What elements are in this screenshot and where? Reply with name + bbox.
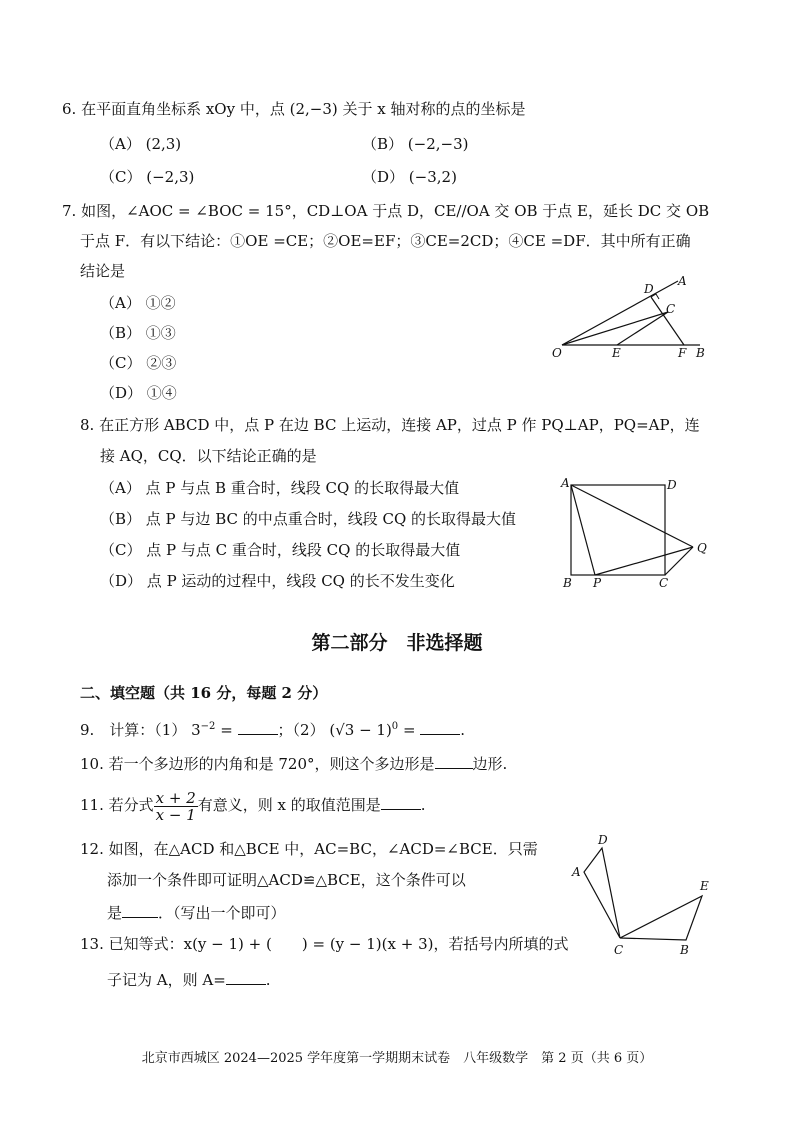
q9-blank-2[interactable]	[420, 718, 460, 735]
q12-label-a: A	[572, 865, 581, 879]
q8-label-c: C	[659, 576, 669, 590]
q7-line-oc	[562, 312, 668, 345]
q11-denominator: x − 1	[155, 805, 196, 824]
q10-after: 边形.	[472, 755, 508, 773]
q9-prefix: 9. 计算：（1） 3	[80, 721, 201, 739]
q6-stem: 6. 在平面直角坐标系 xOy 中，点 (2,−3) 关于 x 轴对称的点的坐标是	[62, 100, 526, 118]
q7-label-e: E	[612, 346, 621, 360]
q7-line-ec	[617, 312, 668, 345]
q12-triangle-acd	[584, 848, 620, 938]
q12-line3	[107, 901, 286, 924]
q13-line2-after: .	[265, 971, 271, 989]
q13-line1: 13. 已知等式：x(y − 1) + ( ) = (y − 1)(x + 3)，若括号内所填的式	[80, 935, 569, 953]
q9-equals-1: =	[215, 721, 238, 739]
q7-line3: 结论是	[80, 262, 126, 280]
q7-label-o: O	[552, 346, 562, 360]
q8-option-a: （A） 点 P 与点 B 重合时，线段 CQ 的长取得最大值	[100, 479, 460, 497]
q12-triangle-bce	[620, 896, 702, 940]
q9-blank-1[interactable]	[238, 718, 278, 735]
q12-line1: 12. 如图，在△ACD 和△BCE 中，AC=BC，∠ACD=∠BCE．只需	[80, 840, 538, 858]
q12-label-e: E	[700, 879, 709, 893]
q11-before: 11. 若分式	[80, 796, 154, 814]
q13-line2	[107, 968, 271, 991]
q7-label-b: B	[696, 346, 705, 360]
q13-blank[interactable]	[226, 968, 266, 985]
q6-option-c: （C） (−2,3)	[100, 168, 195, 186]
q9-equals-2: =	[398, 721, 421, 739]
q10-line	[80, 752, 507, 775]
q11-fraction	[154, 790, 198, 823]
q7-label-d: D	[644, 282, 654, 296]
q7-line1: 7. 如图，∠AOC = ∠BOC = 15°，CD⊥OA 于点 D，CE//OA 交 OB 于点 E，延长 DC 交 OB	[62, 202, 710, 220]
q8-line2: 接 AQ，CQ．以下结论正确的是	[100, 447, 317, 465]
q9-line	[80, 716, 465, 741]
q8-label-b: B	[563, 576, 572, 590]
q11-line	[80, 785, 426, 825]
q8-line1: 8. 在正方形 ABCD 中，点 P 在边 BC 上运动，连接 AP，过点 P 作 PQ⊥AP，PQ=AP，连	[80, 416, 700, 434]
q9-exponent-2: 0	[391, 721, 399, 732]
q8-line-ap	[571, 485, 595, 575]
q8-figure	[555, 475, 715, 595]
q8-square-abcd	[571, 485, 665, 575]
q7-option-d: （D） ①④	[100, 384, 177, 402]
section2-heading: 二、填空题（共 16 分，每题 2 分）	[80, 684, 328, 702]
q8-label-a: A	[561, 476, 570, 490]
q7-line-oa	[562, 281, 678, 345]
q12-line2: 添加一个条件即可证明△ACD≌△BCE，这个条件可以	[107, 871, 466, 889]
q9-tail: .	[460, 721, 466, 739]
q13-line2-before: 子记为 A，则 A=	[107, 971, 226, 989]
q12-blank[interactable]	[122, 901, 158, 918]
q8-option-b: （B） 点 P 与边 BC 的中点重合时，线段 CQ 的长取得最大值	[100, 510, 517, 528]
q7-option-b: （B） ①③	[100, 324, 176, 342]
q11-numerator: x + 2	[155, 788, 196, 807]
q11-after: 有意义，则 x 的取值范围是	[197, 796, 381, 814]
q11-blank[interactable]	[381, 793, 421, 810]
q12-line3-after: ．（写出一个即可）	[158, 904, 286, 922]
q7-option-c: （C） ②③	[100, 354, 177, 372]
q7-label-c: C	[666, 302, 676, 316]
q8-option-c: （C） 点 P 与点 C 重合时，线段 CQ 的长取得最大值	[100, 541, 461, 559]
page-footer: 北京市西城区 2024—2025 学年度第一学期期末试卷 八年级数学 第 2 页（共 6 页）	[141, 1051, 653, 1066]
q8-line-aq	[571, 485, 693, 547]
q9-sep: ；（2） (√3 − 1)	[277, 721, 392, 739]
q7-figure	[550, 275, 710, 360]
q6-option-a: （A） (2,3)	[100, 135, 182, 153]
q10-before: 10. 若一个多边形的内角和是 720°，则这个多边形是	[80, 755, 435, 773]
q12-label-c: C	[614, 943, 624, 957]
q8-label-q: Q	[697, 541, 707, 555]
q12-label-b: B	[680, 943, 689, 957]
q12-figure	[560, 830, 730, 965]
q7-label-f: F	[678, 346, 687, 360]
q12-line3-before: 是	[107, 904, 123, 922]
q12-label-d: D	[598, 833, 608, 847]
q7-option-a: （A） ①②	[100, 294, 176, 312]
q7-line2: 于点 F．有以下结论：①OE =CE；②OE=EF；③CE=2CD；④CE =DF．其中所有正确	[80, 232, 691, 250]
q6-option-b: （B） (−2,−3)	[362, 135, 469, 153]
q9-exponent: −2	[200, 721, 216, 732]
part2-title: 第二部分 非选择题	[311, 632, 483, 654]
q10-blank[interactable]	[435, 752, 473, 769]
q7-label-a: A	[678, 274, 687, 288]
q6-option-d: （D） (−3,2)	[362, 168, 457, 186]
q11-tail: .	[420, 796, 426, 814]
q8-label-p: P	[593, 576, 602, 590]
q8-label-d: D	[667, 478, 677, 492]
q8-option-d: （D） 点 P 运动的过程中，线段 CQ 的长不发生变化	[100, 572, 455, 590]
